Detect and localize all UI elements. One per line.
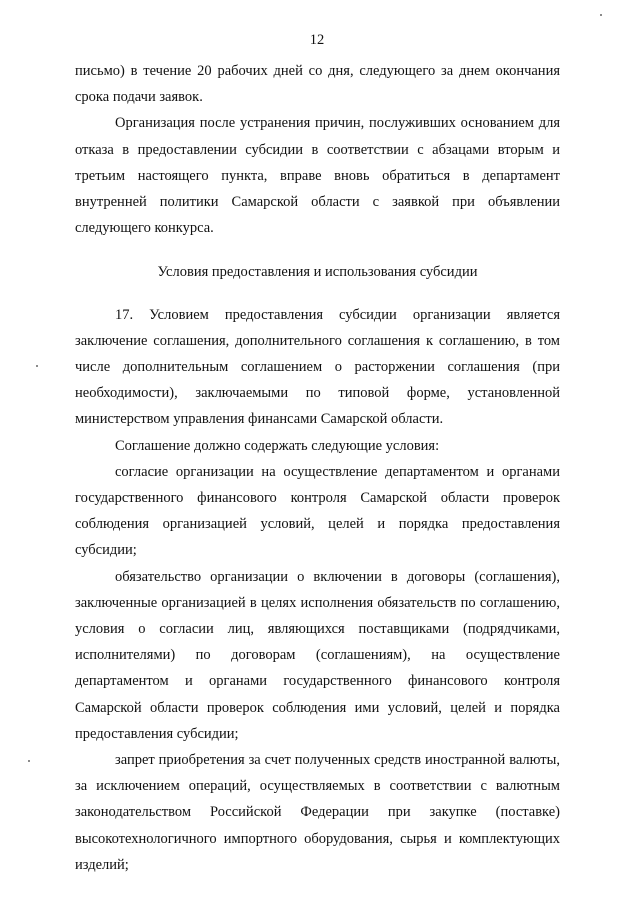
scan-speck xyxy=(600,14,602,16)
scan-speck xyxy=(28,760,30,762)
paragraph-2: Организация после устранения причин, послуживших основанием для отказа в предоставлении субсидии в соответствии с абзацами вторым и третьим настоящего пункта, вправе вновь обратиться в департамент внутренней политики Самарской области с заявкой при объявлении следующего конкурса. xyxy=(75,115,560,237)
paragraph-6: обязательство организации о включении в договоры (соглашения), заключенные организацией в целях исполнения обязательств по соглашению, условия о согласии лиц, являющихся поставщиками (подрядчиками, исполнителями) по договорам (соглашениям), на осуществление департаментом и органами государственного финансового контроля Самарской области проверок соблюдения ими условий, целей и порядка предоставления субсидии; xyxy=(75,568,560,742)
section-heading: Условия предоставления и использования субсидии xyxy=(157,264,478,281)
scan-speck xyxy=(36,365,38,367)
paragraph-5: согласие организации на осуществление департаментом и органами государственного финансового контроля Самарской области проверок соблюдения организацией условий, целей и порядка предоставления субсидии; xyxy=(75,463,560,559)
document-body xyxy=(75,58,560,878)
paragraph-4: Соглашение должно содержать следующие условия: xyxy=(115,437,440,454)
paragraph-7: запрет приобретения за счет полученных средств иностранной валюты, за исключением операций, осуществляемых в соответствии с валютным законодательством Российской Федерации при закупке (поставке) высокотехнологичного импортного оборудования, сырья и комплектующих изделий; xyxy=(75,752,560,873)
paragraph-1: письмо) в течение 20 рабочих дней со дня, следующего за днем окончания срока подачи заявок. xyxy=(75,63,560,106)
page-number: 12 xyxy=(309,32,325,48)
paragraph-3: 17. Условием предоставления субсидии организации является заключение соглашения, дополнительного соглашения к соглашению, в том числе дополнительным соглашением о расторжении соглашения (при необходимости), заключаемыми по типовой форме, установленной министерством управления финансами Самарской области. xyxy=(75,306,560,428)
